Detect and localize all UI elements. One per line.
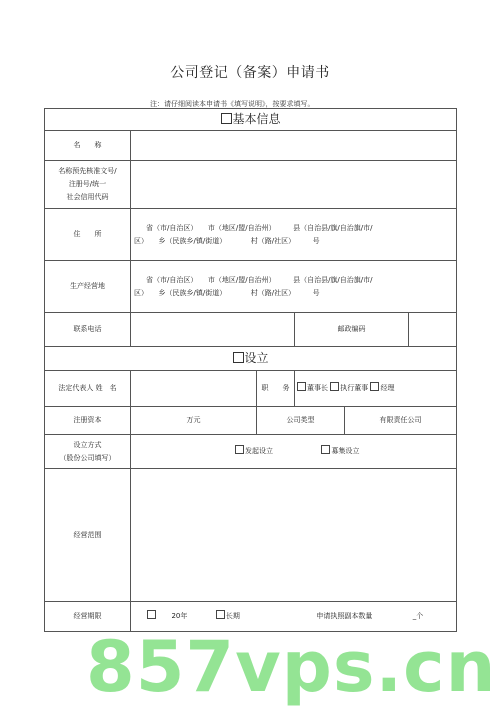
residence-field[interactable] <box>131 209 457 261</box>
residence-row <box>45 209 457 261</box>
business-location-row <box>45 261 457 313</box>
name-label: 名 称 <box>45 131 131 161</box>
prename-label-line2: 注册号/统一 <box>68 180 107 188</box>
business-location-label: 生产经营地 <box>45 261 131 313</box>
option-chairman: 董事长 <box>307 384 328 392</box>
capital-field[interactable] <box>131 407 257 435</box>
copies-unit: _个 <box>412 612 424 620</box>
section-basic-info-label: 基本信息 <box>232 112 281 126</box>
watermark-logo: 857vps.cn <box>86 626 497 708</box>
checkbox-chairman[interactable] <box>297 382 306 391</box>
scope-row <box>45 469 457 602</box>
checkbox-promoter-setup[interactable] <box>235 445 244 454</box>
section-basic-info <box>45 109 457 131</box>
option-promoter-setup: 发起设立 <box>245 447 273 455</box>
postcode-field[interactable] <box>409 313 457 347</box>
term-label: 经营期限 <box>45 602 131 632</box>
fill-instruction-note: 注：请仔细阅读本申请书《填写说明》，按要求填写。 <box>150 100 315 108</box>
capital-row <box>45 407 457 435</box>
company-type-value: 有限责任公司 <box>345 407 457 435</box>
application-form-table <box>44 108 457 632</box>
section-setup-label: 设立 <box>244 351 269 365</box>
checkbox-executive-director[interactable] <box>330 382 339 391</box>
setup-method-label <box>45 435 131 469</box>
contact-row <box>45 313 457 347</box>
checkbox-term-long[interactable] <box>216 610 225 619</box>
phone-field[interactable] <box>131 313 295 347</box>
prename-label <box>45 161 131 209</box>
copies-label: 申请执照副本数量 <box>316 612 373 620</box>
name-row <box>45 131 457 161</box>
option-executive-director: 执行董事 <box>340 384 369 392</box>
checkbox-icon <box>233 352 244 363</box>
residence-line2: 区） 乡（民族乡/镇/街道） 村（路/社区） 号 <box>134 236 320 245</box>
setup-method-label-line1: 设立方式 <box>73 440 102 449</box>
postcode-label: 邮政编码 <box>295 313 409 347</box>
position-options <box>295 371 457 407</box>
setup-method-label-line2: （股份公司填写） <box>59 453 116 462</box>
checkbox-icon <box>221 113 232 124</box>
position-label: 职 务 <box>257 371 295 407</box>
residence-label: 住 所 <box>45 209 131 261</box>
legal-rep-label: 法定代表人 姓 名 <box>45 371 131 407</box>
business-location-line1: 省（市/自治区） 市（地区/盟/自治州） 县（自治县/旗/自治旗/市/ <box>146 275 373 284</box>
option-offering-setup: 募集设立 <box>331 447 360 455</box>
scope-field[interactable] <box>131 469 457 602</box>
legal-rep-row <box>45 371 457 407</box>
checkbox-term-years[interactable] <box>147 610 156 619</box>
document-title: 公司登记（备案）申请书 <box>170 65 330 81</box>
section-setup <box>45 347 457 371</box>
scope-label: 经营范围 <box>45 469 131 602</box>
phone-label: 联系电话 <box>45 313 131 347</box>
business-location-field[interactable] <box>131 261 457 313</box>
setup-method-options <box>131 435 457 469</box>
prename-field[interactable] <box>131 161 457 209</box>
legal-rep-field[interactable] <box>131 371 257 407</box>
section-setup-row <box>45 347 457 371</box>
prename-label-line3: 社会信用代码 <box>66 193 109 201</box>
capital-label: 注册资本 <box>45 407 131 435</box>
name-field[interactable] <box>131 131 457 161</box>
checkbox-manager[interactable] <box>370 382 379 391</box>
setup-method-row <box>45 435 457 469</box>
capital-unit: 万元 <box>186 416 201 424</box>
prename-row <box>45 161 457 209</box>
prename-label-line1: 名称预先核准文号/ <box>58 167 117 175</box>
section-basic-info-row <box>45 109 457 131</box>
business-location-line2: 区） 乡（民族乡/镇/街道） 村（路/社区） 号 <box>134 288 320 297</box>
option-manager: 经理 <box>380 384 395 392</box>
company-type-label: 公司类型 <box>257 407 345 435</box>
term-years: 20年 <box>171 612 188 620</box>
checkbox-offering-setup[interactable] <box>321 445 330 454</box>
residence-line1: 省（市/自治区） 市（地区/盟/自治州） 县（自治县/旗/自治旗/市/ <box>146 223 373 232</box>
term-long: 长期 <box>225 612 240 620</box>
